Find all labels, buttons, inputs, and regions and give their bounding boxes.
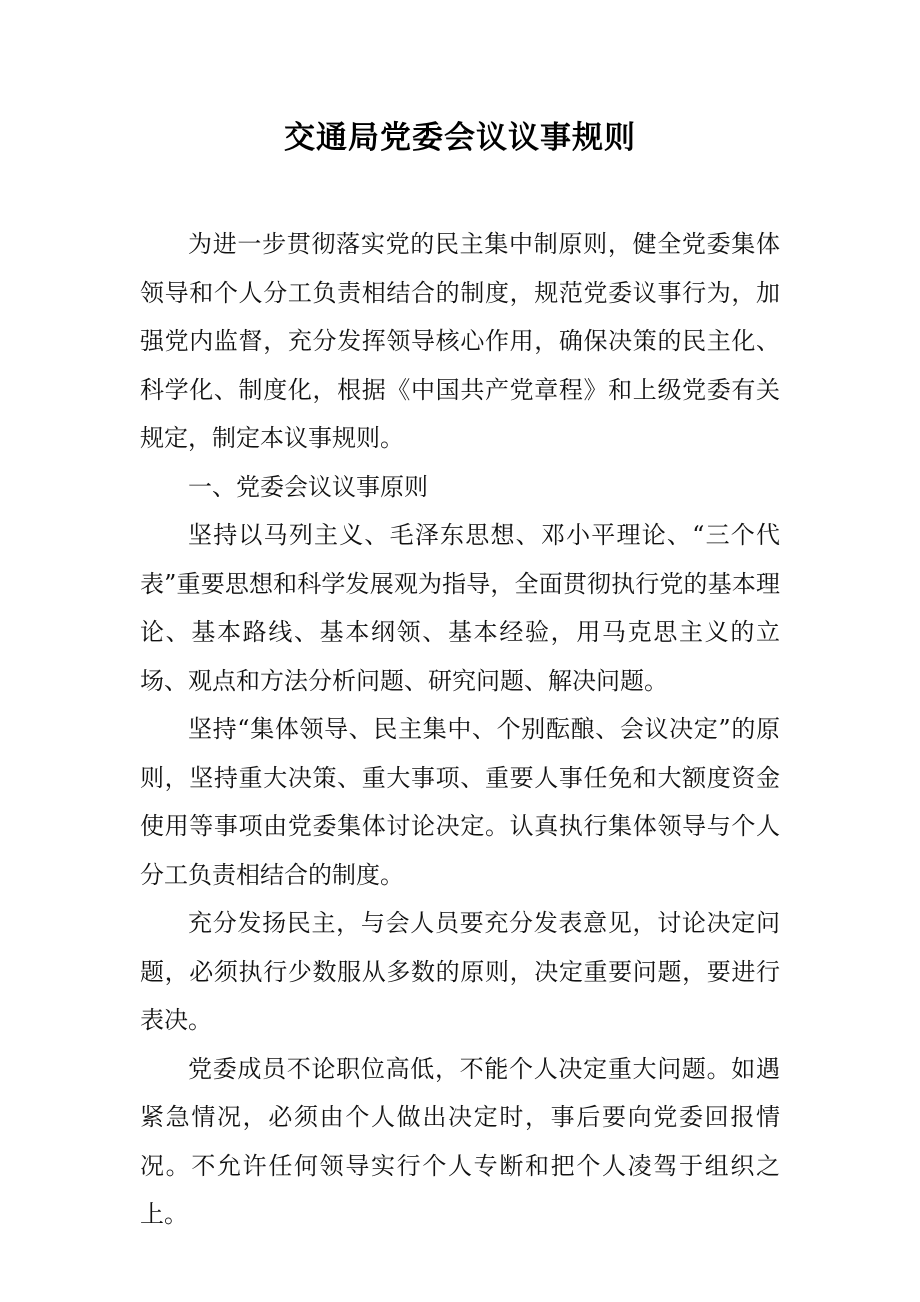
document-body xyxy=(140,220,780,1239)
principle-paragraph-1: 坚持以马列主义、毛泽东思想、邓小平理论、“三个代表”重要思想和科学发展观为指导，全面贯彻执行党的基本理论、基本路线、基本纲领、基本经验，用马克思主义的立场、观点和方法分析问题、研究问题、解决问题。 xyxy=(140,521,780,695)
principle-paragraph-3: 充分发扬民主，与会人员要充分发表意见，讨论决定问题，必须执行少数服从多数的原则，决定重要问题，要进行表决。 xyxy=(140,909,780,1034)
section-heading: 一、党委会议议事原则 xyxy=(188,472,428,501)
principle-paragraph-4: 党委成员不论职位高低，不能个人决定重大问题。如遇紧急情况，必须由个人做出决定时，事后要向党委回报情况。不允许任何领导实行个人专断和把个人凌驾于组织之上。 xyxy=(140,1054,780,1228)
intro-paragraph: 为进一步贯彻落实党的民主集中制原则，健全党委集体领导和个人分工负责相结合的制度，规范党委议事行为，加强党内监督，充分发挥领导核心作用，确保决策的民主化、科学化、制度化，根据《中国共产党章程》和上级党委有关规定，制定本议事规则。 xyxy=(140,230,780,452)
principle-paragraph-2: 坚持“集体领导、民主集中、个别酝酿、会议决定”的原则，坚持重大决策、重大事项、重要人事任免和大额度资金使用等事项由党委集体讨论决定。认真执行集体领导与个人分工负责相结合的制度。 xyxy=(140,715,780,889)
document-title: 交通局党委会议议事规则 xyxy=(284,120,636,156)
